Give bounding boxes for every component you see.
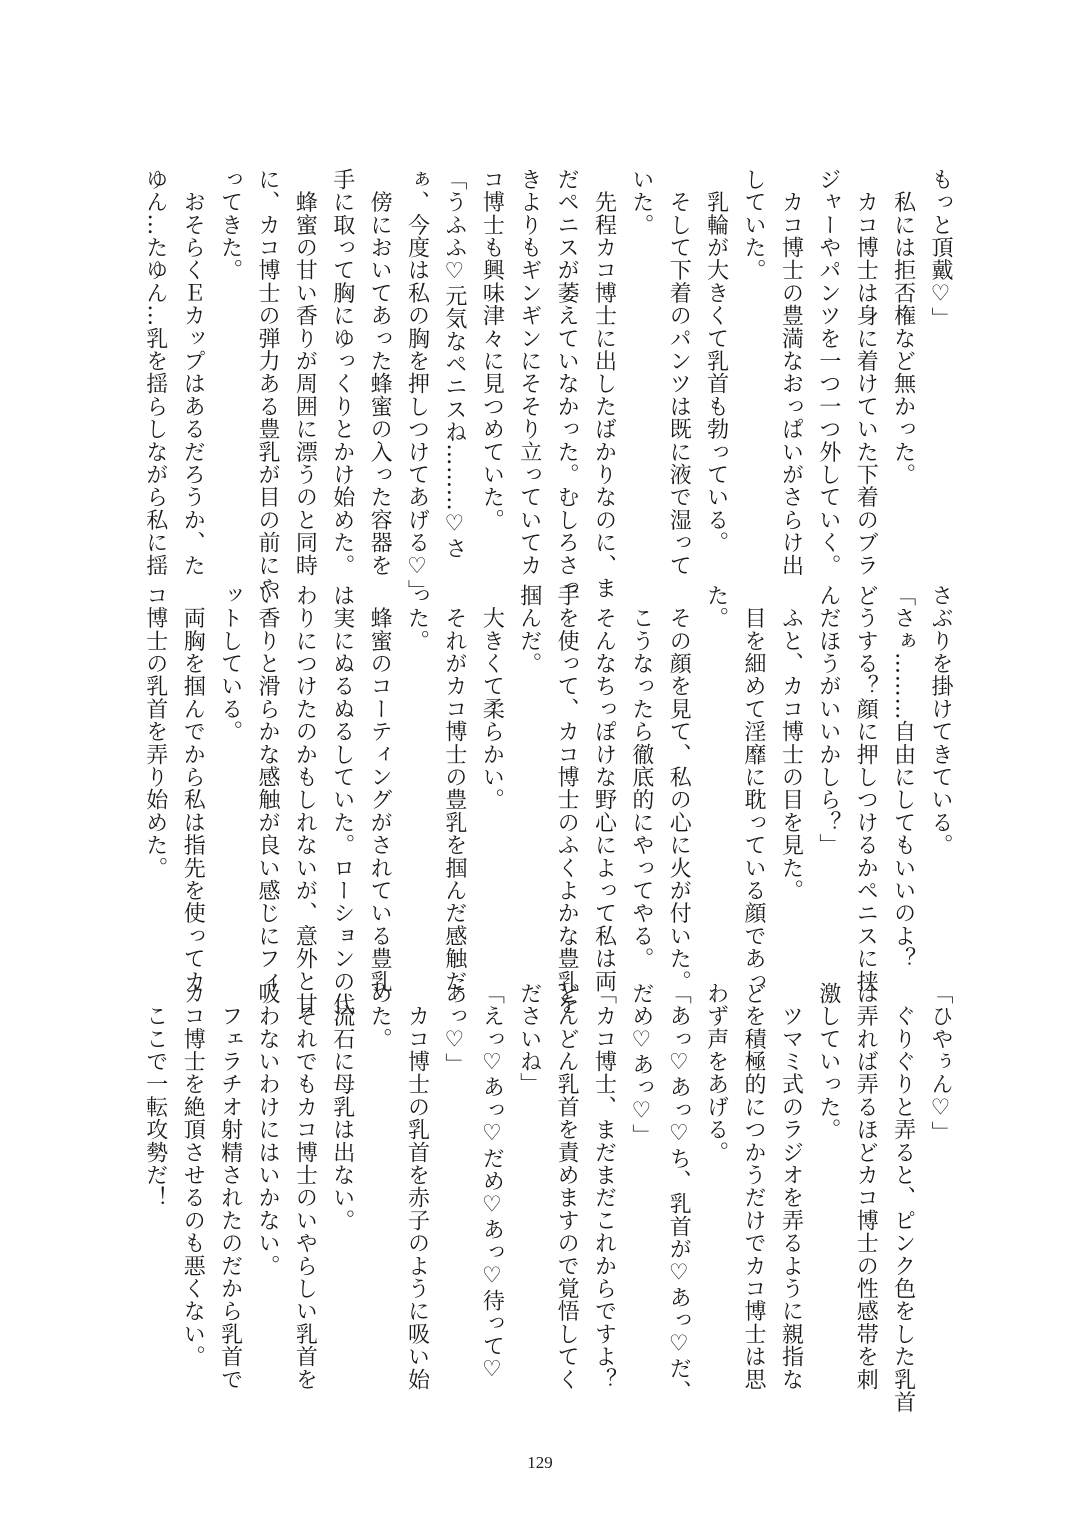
text-line: 傍においてあった蜂蜜の入った容器を [367,168,393,577]
text-line: 蜂蜜の甘い香りが周囲に漂うのと同時 [292,168,318,577]
text-line: 激していった。 [815,982,841,1141]
text-line: 両胸を掴んでから私は指先を使ってカ [180,584,206,993]
text-line: に、カコ博士の弾力ある豊乳が目の前にや [254,168,280,600]
text-line: どうする？顔に押しつけるかペニスに挟 [853,584,879,993]
text-line: ツマミ式のラジオを弄るように親指な [778,982,804,1391]
text-line: った。 [404,584,430,653]
text-line: わず声をあげる。 [703,982,729,1164]
text-line: カコ博士の豊満なおっぱいがさらけ出 [778,168,804,577]
text-line: は弄れば弄るほどカコ博士の性感帯を刺 [853,982,879,1391]
page-number: 129 [527,1453,553,1472]
text-line: おそらくＥカップはあるだろうか、た [180,168,206,577]
text-line: わりにつけたのかもしれないが、意外と甘 [292,584,318,1016]
text-line: それがカコ博士の豊乳を掴んだ感触だ [441,584,467,993]
text-line: こうなったら徹底的にやってやる。 [628,584,654,970]
text-line: だめ♡あっ♡」 [628,982,654,1147]
text-line: い香りと滑らかな感触が良い感じにフィ [254,584,280,993]
text-line: だペニスが萎えていなかった。むしろさっ [554,168,580,600]
text-line: 「カコ博士、まだまだこれからですよ？ [591,982,617,1391]
text-line: それでもカコ博士のいやらしい乳首を [292,982,318,1391]
text-line: た。 [703,584,729,630]
text-line: 吸わないわけにはいかない。 [254,982,280,1278]
text-line: カコ博士の乳首を赤子のように吸い始 [404,982,430,1391]
text-line: ふと、カコ博士の目を見た。 [778,584,804,902]
text-block-bottom [136,982,959,1414]
text-line: 「ひやぅん♡」 [928,982,953,1144]
text-line: コ博士も興味津々に見つめていた。 [479,168,505,532]
text-line: 手に取って胸にゆっくりとかけ始めた。 [329,168,355,577]
text-line: カコ博士を絶頂させるのも悪くない。 [180,982,206,1368]
text-line: いた。 [628,168,654,237]
text-line: ゆん…たゆん…乳を揺らしながら私に揺 [142,168,168,577]
text-line: は実にぬるぬるしていた。ローションの代 [329,584,355,1016]
text-line: ットしている。 [217,584,243,743]
text-line: 目を細めて淫靡に耽っている顔であっ [741,584,767,993]
text-line: さぶりを掛けてきている。 [928,584,953,857]
text-line: 掴んだ。 [516,584,542,675]
text-line: フェラチオ射精されたのだから乳首で [217,982,243,1391]
text-line: 「さぁ………自由にしてもいいのよ？ [890,584,916,970]
text-line: きよりもギンギンにそそり立っていてカ [516,168,542,577]
text-line: ってきた。 [217,168,243,282]
text-line: んだほうがいいかしら？」 [815,584,841,857]
text-line: どを積極的につかうだけでカコ博士は思 [741,982,767,1391]
text-line: していた。 [741,168,767,282]
text-line: ここで一転攻勢だ！ [142,982,168,1209]
text-line: カコ博士は身に着けていた下着のブラ [853,168,879,577]
text-line: コ博士の乳首を弄り始めた。 [142,584,168,880]
text-line: ぁ、今度は私の胸を押しつけてあげる♡」 [404,168,430,603]
text-line: そんなちっぽけな野心によって私は両 [591,584,617,993]
text-line: どんどん乳首を責めますので覚悟してく [554,982,580,1391]
text-line: あっ♡」 [441,982,467,1076]
text-line: 大きくて柔らかい。 [479,584,505,811]
text-line: もっと頂戴♡」 [928,168,953,330]
text-block-top [136,168,959,603]
text-line: その顔を見て、私の心に火が付いた。 [666,584,692,993]
text-line: ださいね」 [516,982,542,1096]
text-line: 「えっ♡あっ♡だめ♡あっ♡待って♡ [479,982,505,1383]
text-line: 蜂蜜のコーティングがされている豊乳 [367,584,393,993]
text-line: 手を使って、カコ博士のふくよかな豊乳を [554,584,580,1016]
text-line: めた。 [367,982,393,1051]
text-line: そして下着のパンツは既に液で湿って [666,168,692,577]
text-block-middle [136,584,959,1016]
text-line: 流石に母乳は出ない。 [329,982,355,1232]
text-line: ぐりぐりと弄ると、ピンク色をした乳首 [890,982,916,1414]
text-line: 乳輪が大きくて乳首も勃っている。 [703,168,729,554]
text-line: 「うふふ♡元気なペニスね………♡さ [441,168,467,560]
text-line: 先程カコ博士に出したばかりなのに、ま [591,168,617,600]
text-line: ジャーやパンツを一つ一つ外していく。 [815,168,841,577]
text-line: 「あっ♡あっ♡ち、乳首が♡あっ♡だ、 [666,982,692,1403]
text-line: 私には拒否権など無かった。 [890,168,916,486]
